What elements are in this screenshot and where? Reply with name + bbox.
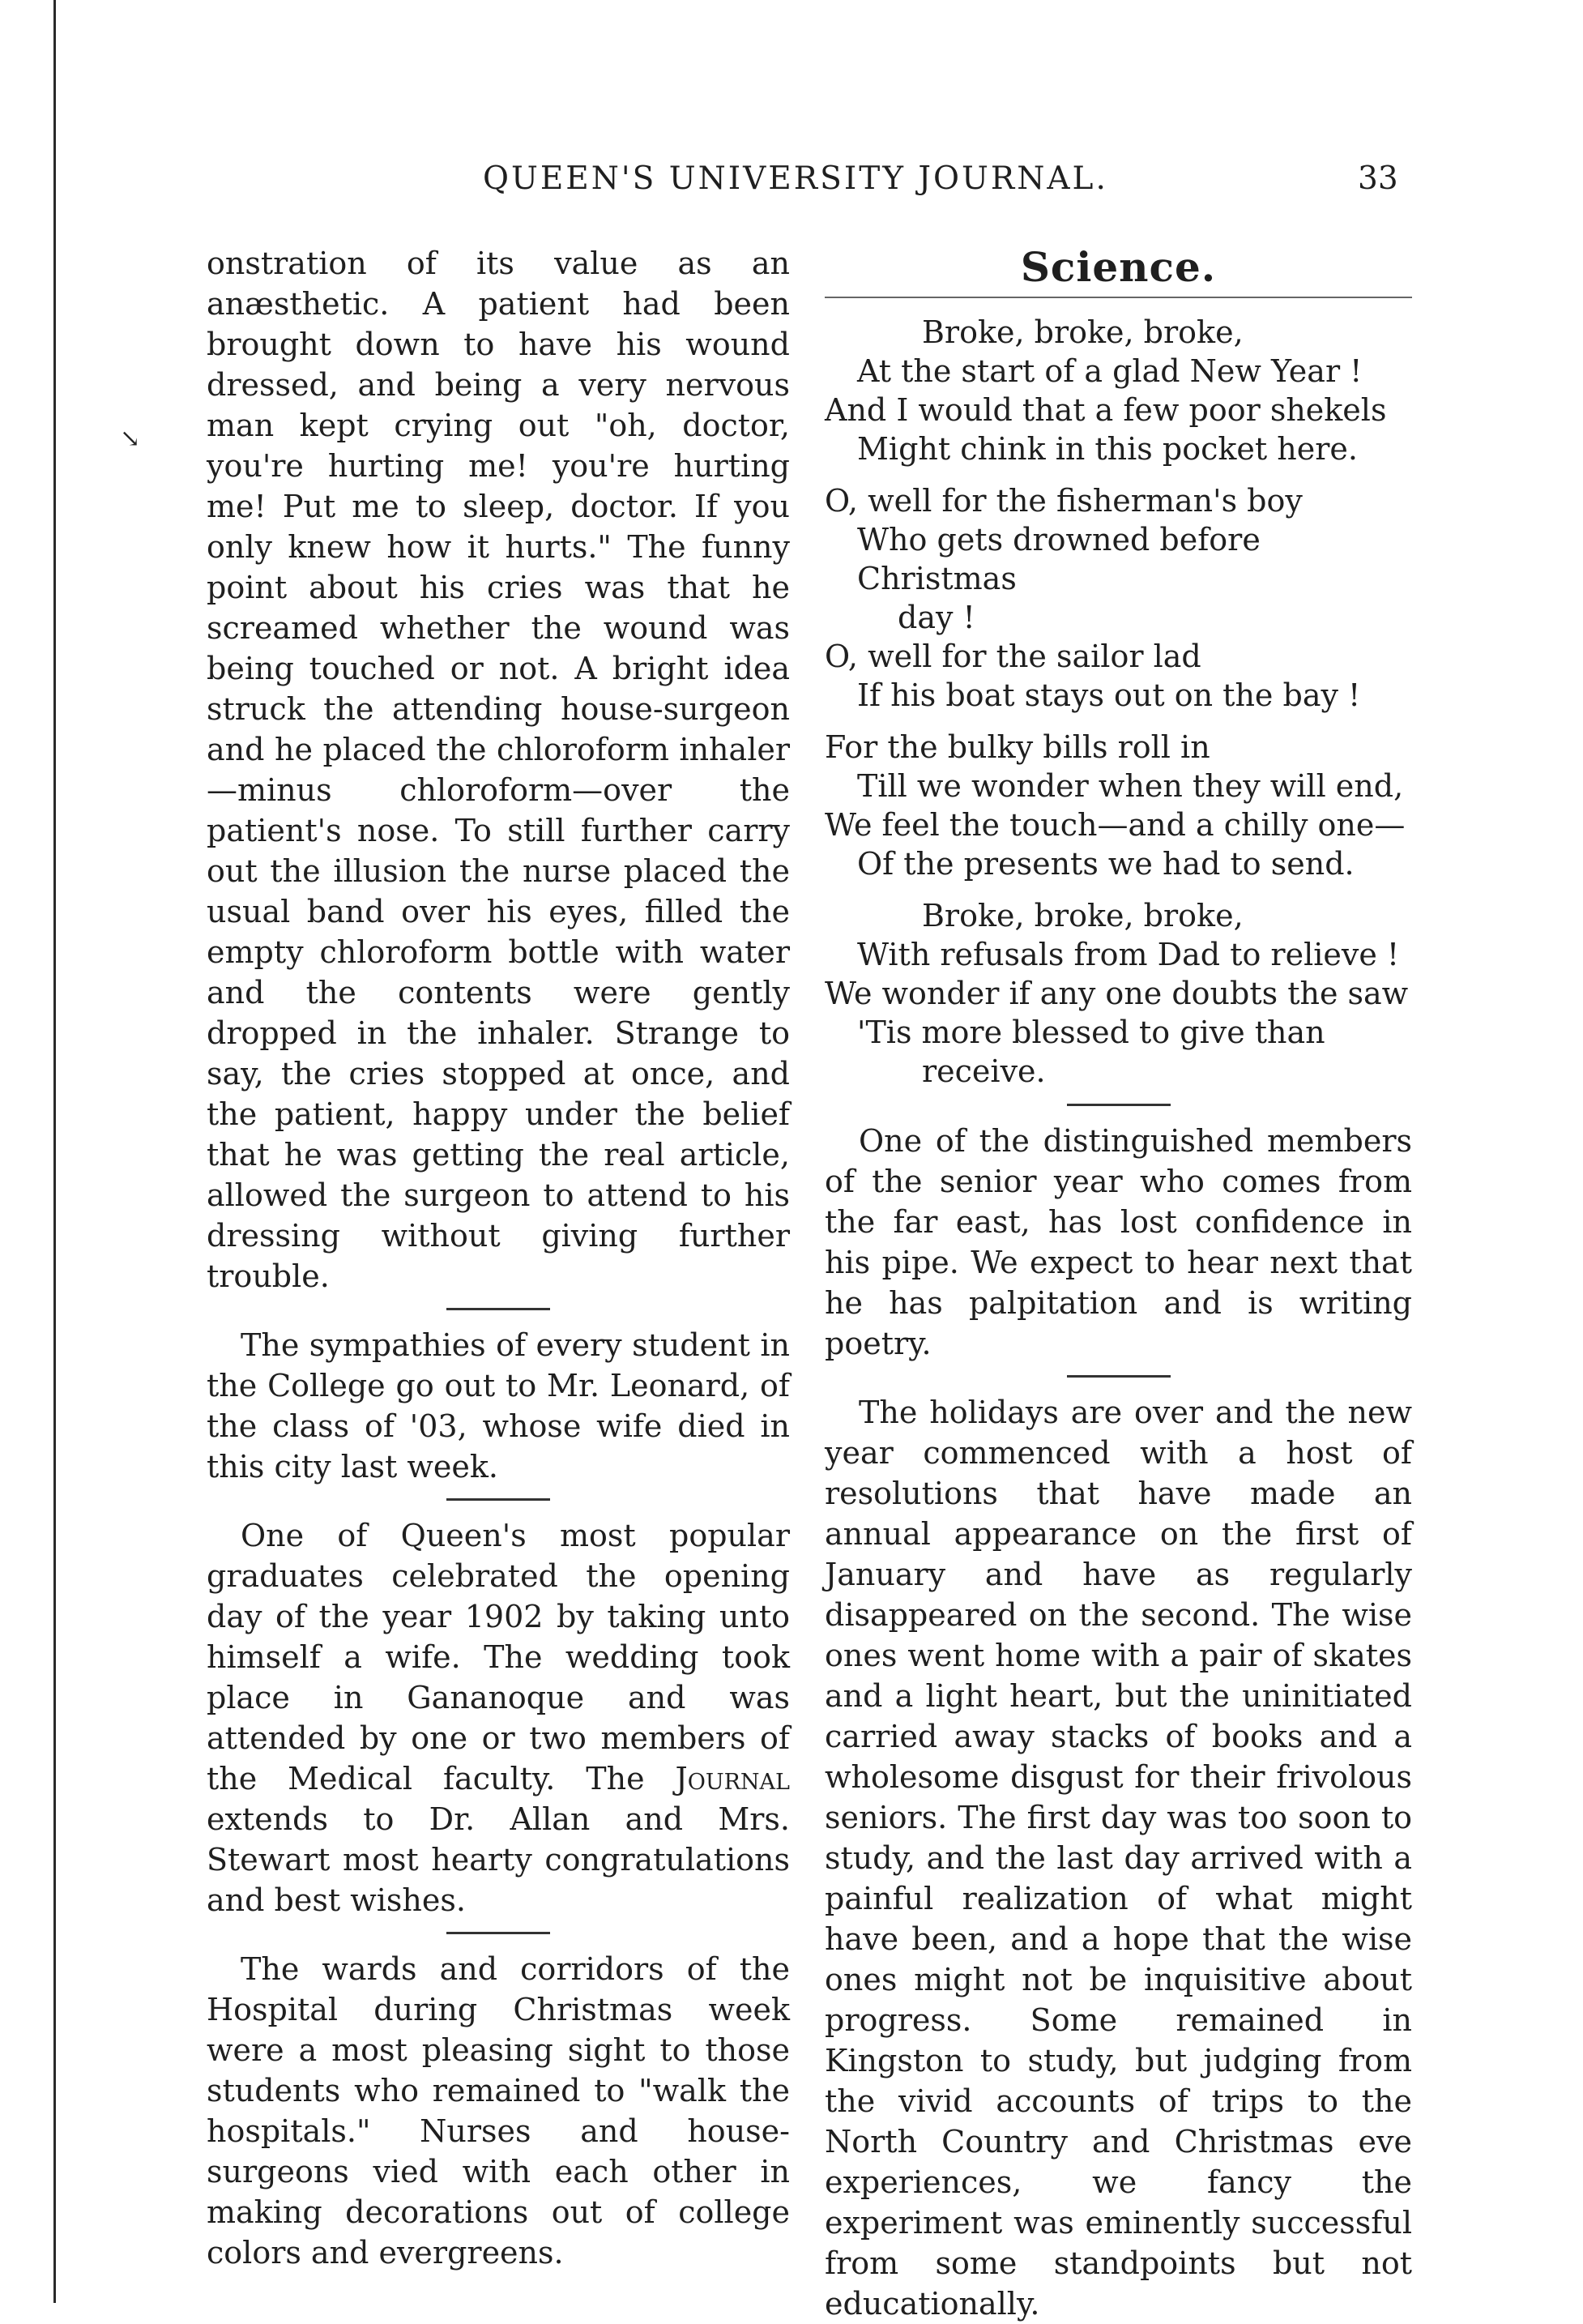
poem-line: day ! (898, 600, 975, 635)
section-divider (446, 1308, 550, 1310)
binding-margin-rule (53, 0, 56, 2303)
page-number: 33 (1358, 160, 1398, 197)
poem-line: With refusals from Dad to relieve ! (857, 937, 1400, 972)
poem-line: And I would that a few poor shekels (825, 392, 1387, 428)
page-header (483, 160, 1439, 197)
right-column (825, 243, 1412, 2324)
poem-line: receive. (922, 1053, 1046, 1089)
poem-line: O, well for the fisherman's boy (825, 483, 1303, 519)
poem-stanza-2 (825, 481, 1412, 715)
sympathies-paragraph: The sympathies of every student in the College go out to Mr. Leonard, of the class of '03, whose wife died in this city last week. (207, 1327, 790, 1485)
poem-line: Who gets drowned before Christmas (857, 522, 1261, 596)
heading-rule (825, 297, 1412, 298)
holidays-paragraph: The holidays are over and the new year commenced with a host of resolutions that have made an annual appearance on the first of January and have as regularly disappeared on the second. The wise ones went home with a pair of skates and a light heart, but the uninitiated carried away stacks of books and a wholesome disgust for their frivolous seniors. The first day was too soon to study, and the last day arrived with a painful realization of what might have been, and a hope that the wise ones might not be inquisitive about progress. Some remained in Kingston to study, but judging from the vivid accounts of trips to the North Country and Christmas eve experiences, we fancy the experiment was eminently successful from some standpoints but not educationally. (825, 1395, 1412, 2322)
poem-line: Broke, broke, broke, (922, 314, 1244, 350)
section-divider (446, 1932, 550, 1934)
section-divider (1067, 1104, 1171, 1106)
left-column (207, 243, 790, 2273)
journal-smallcaps: Journal (675, 1761, 790, 1796)
poem-line: Till we wonder when they will end, (857, 768, 1404, 804)
poem-line: We wonder if any one doubts the saw (825, 976, 1409, 1011)
pipe-paragraph: One of the distinguished members of the senior year who comes from the far east, has lost confidence in his pipe. We expect to hear next that he has palpitation and is writing poetry. (825, 1123, 1412, 1361)
wedding-text-end: extends to Dr. Allan and Mrs. Stewart most hearty congratulations and best wishes. (207, 1801, 790, 1918)
poem-stanza-3 (825, 728, 1412, 883)
poem-line: 'Tis more blessed to give than (857, 1015, 1325, 1050)
section-divider (1067, 1375, 1171, 1378)
science-heading: Science. (1020, 243, 1217, 291)
poem-stanza-1 (825, 313, 1412, 468)
wedding-text-start: One of Queen's most popular graduates celebrated the opening day of the year 1902 by taking unto himself a wife. The wedding took place in Gananoque and was attended by one or two members of the Medical faculty. The (207, 1518, 790, 1796)
poem-stanza-4 (825, 896, 1412, 1091)
poem-line: If his boat stays out on the bay ! (857, 677, 1361, 713)
poem-line: At the start of a glad New Year ! (857, 353, 1363, 389)
hospital-paragraph: The wards and corridors of the Hospital during Christmas week were a most pleasing sight to those students who remained to "walk the hospitals." Nurses and house-surgeons vied with each other in making decorations out of college colors and evergreens. (207, 1951, 790, 2271)
poem-line: Broke, broke, broke, (922, 898, 1244, 933)
poem-line: Might chink in this pocket here. (857, 431, 1358, 467)
poem-line: O, well for the sailor lad (825, 639, 1201, 674)
section-divider (446, 1498, 550, 1501)
poem-line: We feel the touch—and a chilly one— (825, 807, 1406, 843)
poem-line: For the bulky bills roll in (825, 729, 1210, 765)
poem-line: Of the presents we had to send. (857, 846, 1355, 882)
chloroform-paragraph: onstration of its value as an anæsthetic. A patient had been brought down to have his wound dressed, and being a very nervous man kept crying out "oh, doctor, you're hurting me! you're hurting me! Put me to sleep, doctor. If you only knew how it hurts." The funny point about his cries was that he screamed whether the wound was being touched or not. A bright idea struck the attending house-surgeon and he placed the chloroform inhaler —minus chloroform—over the patient's nose. To still further carry out the illusion the nurse placed the usual band over his eyes, filled the empty chloroform bottle with water and the contents were gently dropped in the inhaler. Strange to say, the cries stopped at once, and the patient, happy under the belief that he was getting the real article, allowed the surgeon to attend to his dressing without giving further trouble. (207, 246, 790, 1294)
journal-title: QUEEN'S UNIVERSITY JOURNAL. (483, 160, 1108, 197)
wedding-paragraph (207, 1515, 790, 1920)
stray-ink-mark: ↘ (120, 425, 141, 453)
